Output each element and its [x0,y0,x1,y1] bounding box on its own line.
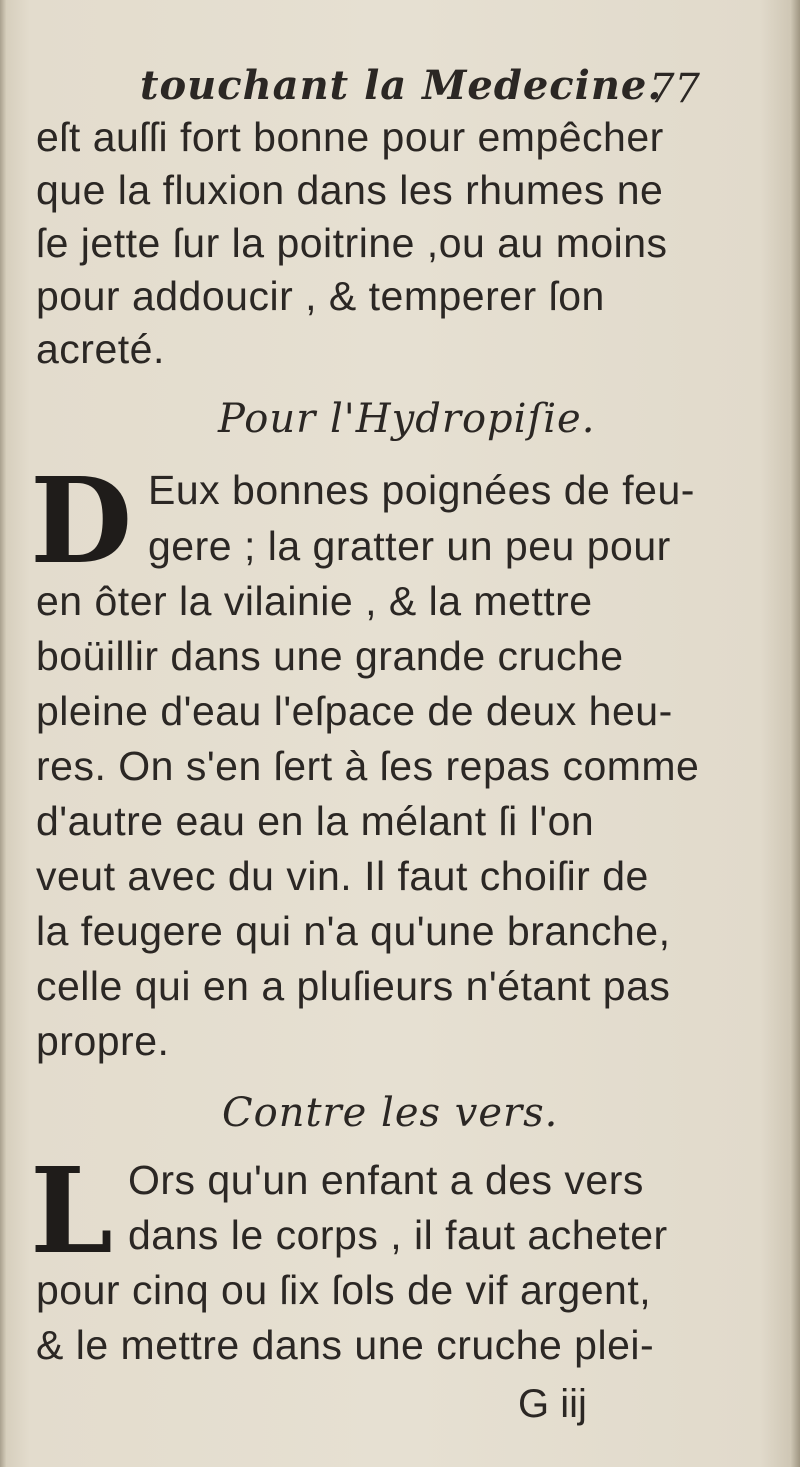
drop-cap-l: L [30,1141,113,1280]
running-head-title: touchant la Medecine. [140,62,663,109]
section1-line: gere ; la gratter un peu pour [148,523,671,569]
page-right-edge [790,0,800,1467]
intro-line: que la fluxion dans les rhumes ne [36,167,664,213]
section1-line: celle qui en a pluſieurs n'étant pas [36,963,671,1009]
section1-line: boüillir dans une grande cruche [36,633,624,679]
section1-line: veut avec du vin. Il faut choiſir de [36,853,649,899]
section1-line: pleine d'eau l'eſpace de deux heu- [36,688,673,734]
section1-line: d'autre eau en la mélant ſi l'on [36,798,595,844]
section1-line: en ôter la vilainie , & la mettre [36,578,593,624]
section1-line: Eux bonnes poignées de feu- [148,467,695,513]
page-number: 77 [649,66,700,112]
section2-line: & le mettre dans une cruche plei- [36,1322,655,1368]
intro-line: pour addoucir , & temperer ſon [36,273,605,319]
section2-line: Ors qu'un enfant a des vers [128,1157,644,1203]
section-heading-hydropisie: Pour l'Hydropiſie. [218,396,596,442]
section-heading-vers: Contre les vers. [222,1090,559,1136]
section1-line: res. On s'en ſert à ſes repas comme [36,743,700,789]
signature-mark: G iij [518,1382,587,1426]
intro-line: eſt auſſi fort bonne pour empêcher [36,114,664,160]
drop-cap-d: D [30,451,133,590]
section1-line: la feugere qui n'a qu'une branche, [36,908,671,954]
section2-line: pour cinq ou ſix ſols de vif argent, [36,1267,652,1313]
section1-line: propre. [36,1018,170,1064]
intro-line: ſe jette ſur la poitrine ,ou au moins [36,220,668,266]
page-left-edge [0,0,6,1467]
running-head [140,62,700,114]
intro-line: acreté. [36,326,165,372]
section2-line: dans le corps , il faut acheter [128,1212,668,1258]
